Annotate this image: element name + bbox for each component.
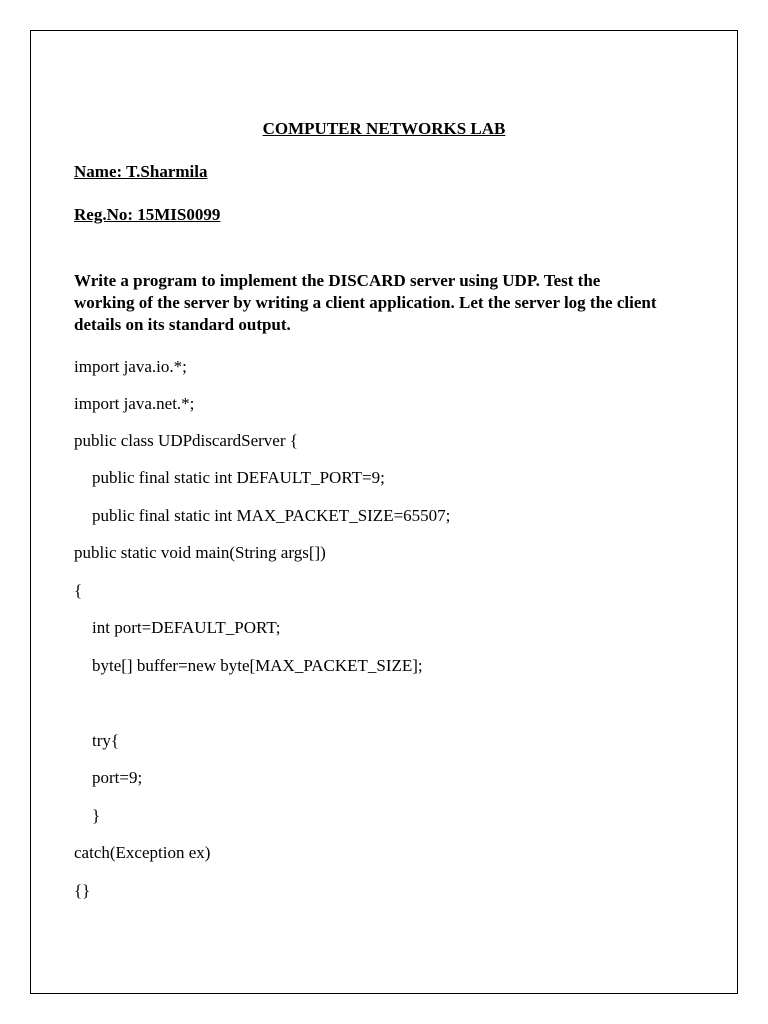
code-line: } [92, 806, 101, 825]
task-statement [74, 270, 726, 336]
code-line: public final static int MAX_PACKET_SIZE=65507; [92, 506, 451, 525]
code-line: { [74, 581, 83, 600]
document-title: COMPUTER NETWORKS LAB [262, 119, 506, 138]
code-line: catch(Exception ex) [74, 843, 211, 862]
code-line: byte[] buffer=new byte[MAX_PACKET_SIZE]; [92, 656, 423, 675]
code-line: import java.io.*; [74, 357, 187, 376]
task-line: working of the server by writing a client application. Let the server log the client [74, 293, 657, 312]
task-line: Write a program to implement the DISCARD server using UDP. Test the [74, 271, 601, 290]
registration-number: Reg.No: 15MIS0099 [74, 205, 221, 224]
code-line: public static void main(String args[]) [74, 543, 326, 562]
code-line: port=9; [92, 768, 143, 787]
code-line: int port=DEFAULT_PORT; [92, 618, 281, 637]
code-line: public class UDPdiscardServer { [74, 431, 298, 450]
code-line: {} [74, 881, 91, 900]
code-line: public final static int DEFAULT_PORT=9; [92, 468, 385, 487]
code-line: import java.net.*; [74, 394, 195, 413]
student-name: Name: T.Sharmila [74, 162, 208, 181]
task-line: details on its standard output. [74, 315, 291, 334]
code-line: try{ [92, 731, 120, 750]
